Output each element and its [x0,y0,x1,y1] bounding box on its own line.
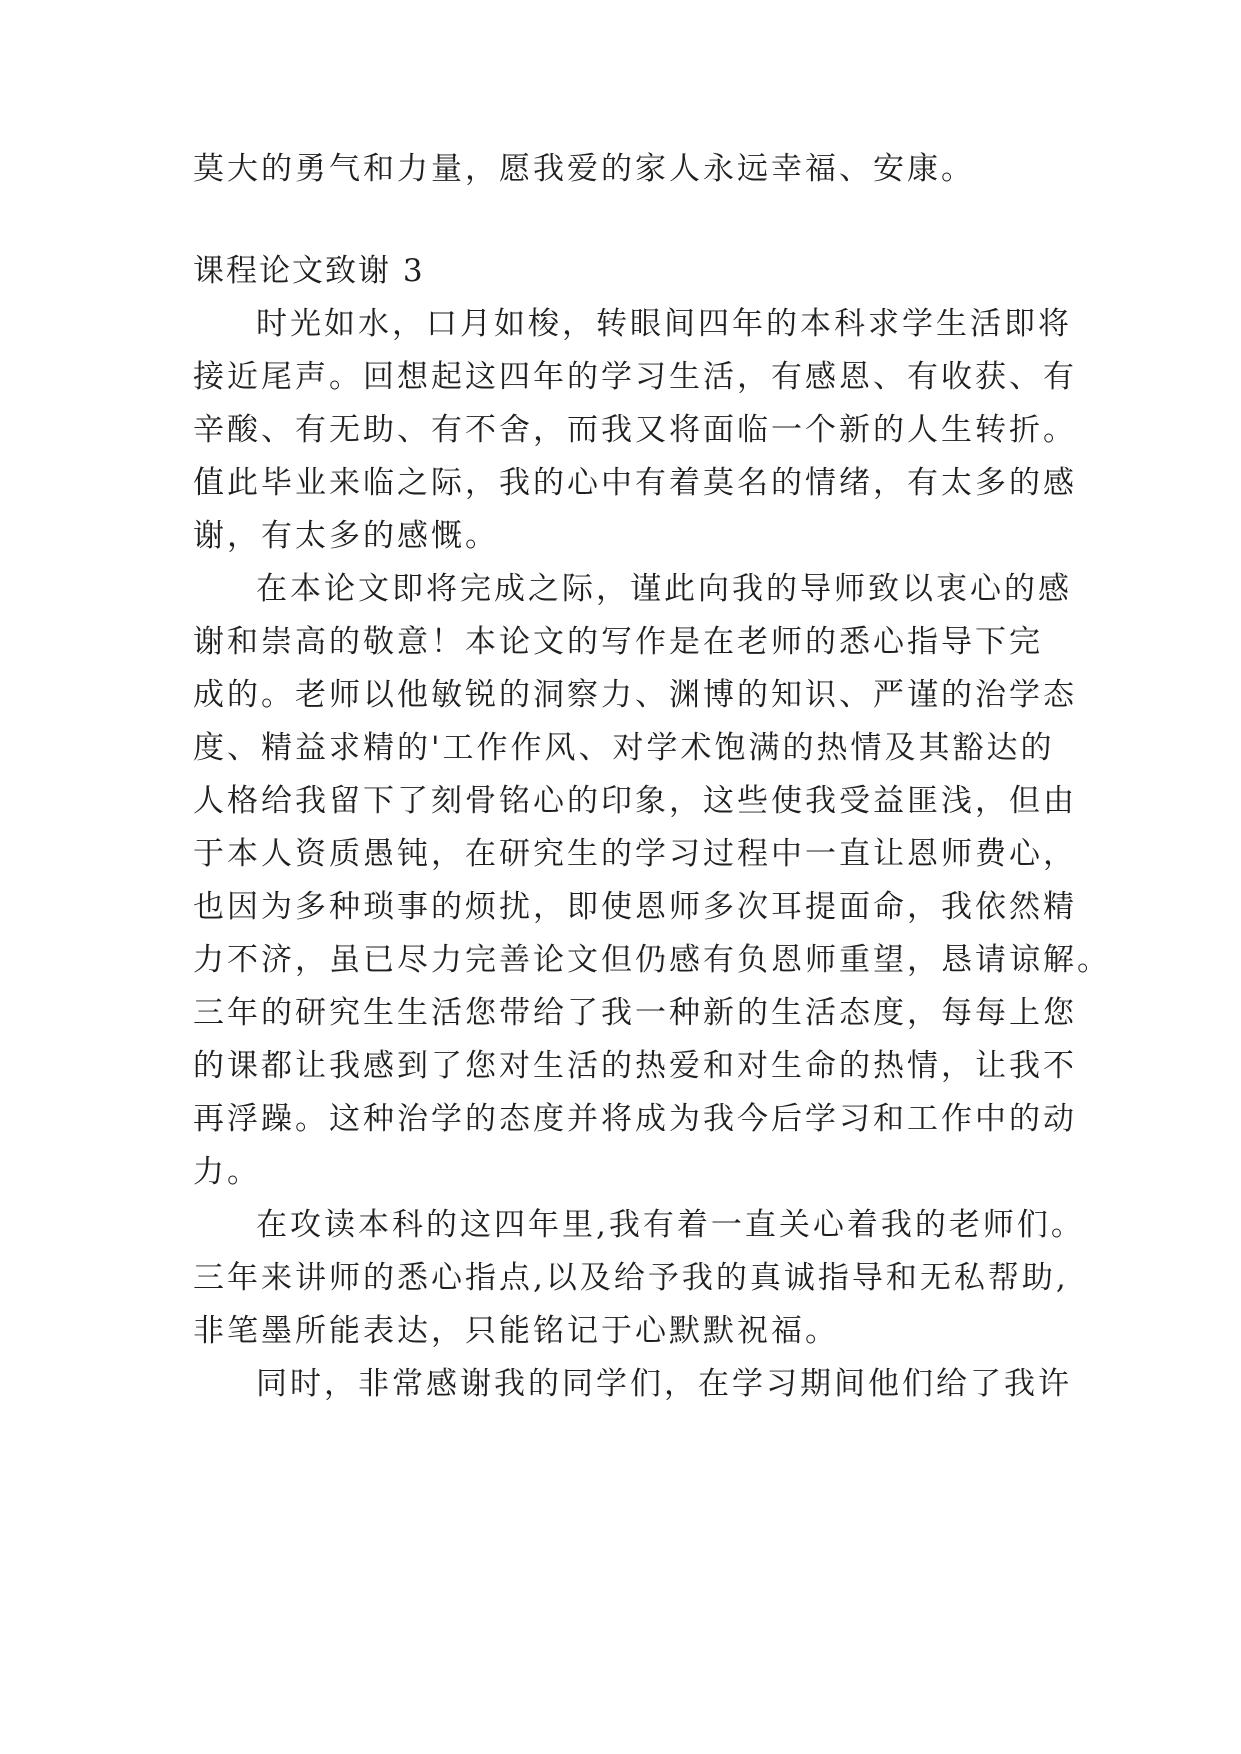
paragraph-1-line-3: 辛酸、有无助、有不舍，而我又将面临一个新的人生转折。 [193,412,1077,448]
paragraph-2-line-5: 人格给我留下了刻骨铭心的印象，这些使我受益匪浅，但由 [193,783,1077,819]
section-heading: 课程论文致谢 3 [193,253,425,289]
closing-line: 莫大的勇气和力量，愿我爱的家人永远幸福、安康。 [193,151,975,187]
paragraph-2-line-2: 谢和崇高的敬意！本论文的写作是在老师的悉心指导下完 [193,624,1043,660]
paragraph-1-line-4: 值此毕业来临之际，我的心中有着莫名的情绪，有太多的感 [193,465,1077,501]
paragraph-2-line-10: 的课都让我感到了您对生活的热爱和对生命的热情，让我不 [193,1048,1077,1084]
paragraph-1-line-2: 接近尾声。回想起这四年的学习生活，有感恩、有收获、有 [193,359,1077,395]
paragraph-3-line-3: 非笔墨所能表达，只能铭记于心默默祝福。 [193,1313,839,1349]
paragraph-1-line-1: 时光如水，口月如梭，转眼间四年的本科求学生活即将 [256,306,1072,342]
paragraph-2-line-3: 成的。老师以他敏锐的洞察力、渊博的知识、严谨的治学态 [193,677,1077,713]
paragraph-2-line-6: 于本人资质愚钝，在研究生的学习过程中一直让恩师费心， [193,836,1077,872]
paragraph-3-line-1: 在攻读本科的这四年里,我有着一直关心着我的老师们。 [256,1207,1085,1243]
paragraph-2-line-11: 再浮躁。这种治学的态度并将成为我今后学习和工作中的动 [193,1101,1077,1137]
paragraph-2-line-9: 三年的研究生生活您带给了我一种新的生活态度，每每上您 [193,995,1077,1031]
paragraph-3-line-2: 三年来讲师的悉心指点,以及给予我的真诚指导和无私帮助, [193,1260,1069,1296]
paragraph-2-line-8: 力不济，虽已尽力完善论文但仍感有负恩师重望，恳请谅解。 [193,942,1111,978]
paragraph-2-line-4: 度、精益求精的'工作作风、对学术饱满的热情及其豁达的 [193,730,1055,766]
paragraph-1-line-5: 谢，有太多的感慨。 [193,518,499,554]
paragraph-2-line-1: 在本论文即将完成之际，谨此向我的导师致以衷心的感 [256,571,1072,607]
paragraph-2-line-12: 力。 [193,1154,261,1190]
paragraph-2-line-7: 也因为多种琐事的烦扰，即使恩师多次耳提面命，我依然精 [193,889,1077,925]
paragraph-4-line-1: 同时，非常感谢我的同学们，在学习期间他们给了我许 [256,1366,1072,1402]
